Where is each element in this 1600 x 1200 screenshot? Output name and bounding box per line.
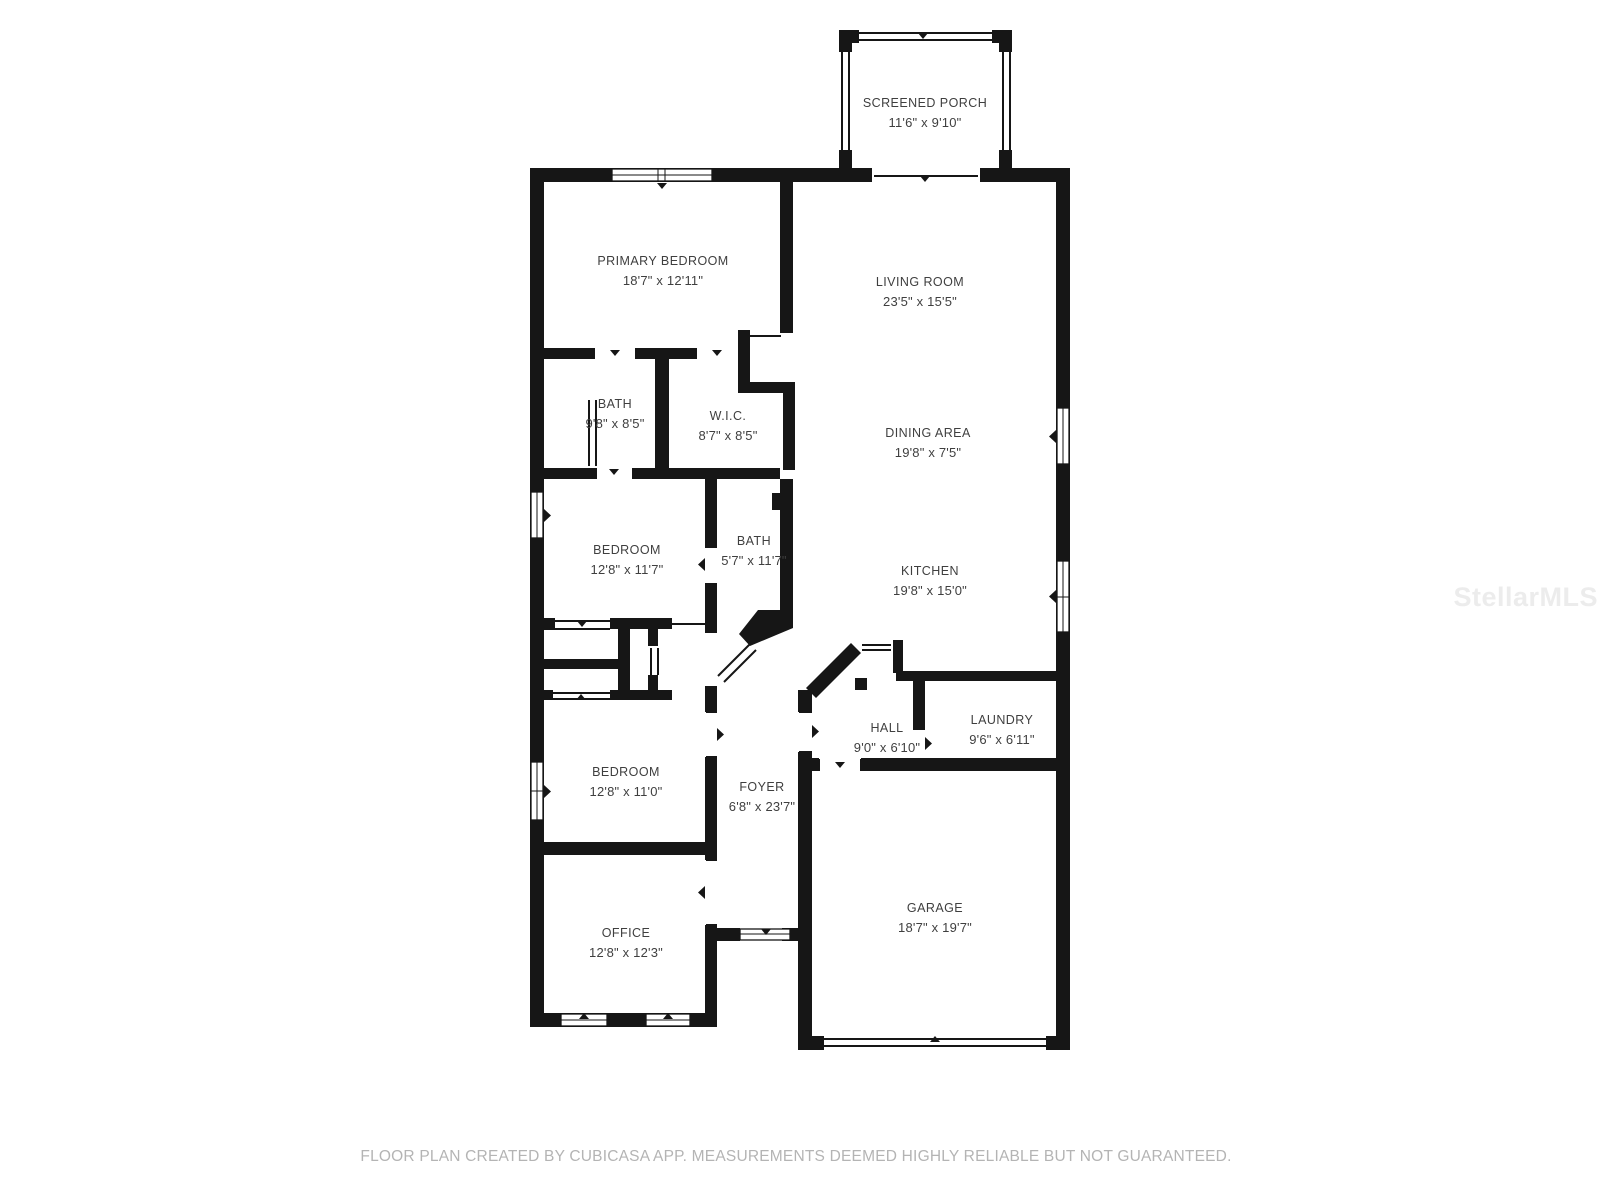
room-label-bedroom-2 <box>591 543 664 577</box>
room-label-bath-2 <box>721 534 787 568</box>
room-dims: 12'8" x 12'3" <box>589 945 663 960</box>
walls-layer <box>530 30 1070 1050</box>
room-label-foyer <box>729 780 795 814</box>
room-name: BATH <box>597 397 633 411</box>
room-name: PRIMARY BEDROOM <box>597 254 729 268</box>
room-label-kitchen <box>893 564 967 598</box>
room-name: SCREENED PORCH <box>862 96 988 110</box>
window <box>612 169 712 181</box>
room-label-office <box>589 926 663 960</box>
room-name: DINING AREA <box>885 426 971 440</box>
window <box>1057 408 1069 464</box>
room-label-screened-porch <box>863 96 987 130</box>
room-dims: 19'8" x 7'5" <box>894 445 962 460</box>
window <box>531 762 543 820</box>
room-dims: 12'8" x 11'0" <box>589 784 663 799</box>
room-dims: 9'6" x 6'11" <box>969 732 1035 747</box>
room-name: LAUNDRY <box>970 713 1034 727</box>
room-name: HALL <box>870 721 904 735</box>
room-dims: 9'0" x 6'10" <box>853 740 921 755</box>
room-name: BEDROOM <box>593 543 661 557</box>
room-label-bath-primary <box>585 397 644 431</box>
room-dims: 12'8" x 11'7" <box>590 562 664 577</box>
room-label-primary-bedroom <box>597 254 728 288</box>
room-dims: 9'8" x 8'5" <box>585 416 645 431</box>
room-label-wic <box>698 409 757 443</box>
room-dims: 18'7" x 12'11" <box>622 273 704 288</box>
room-dims: 18'7" x 19'7" <box>898 920 972 935</box>
room-name: LIVING ROOM <box>875 275 965 289</box>
room-name: W.I.C. <box>709 409 747 423</box>
room-dims: 19'8" x 15'0" <box>893 583 967 598</box>
room-name: GARAGE <box>906 901 964 915</box>
room-dims: 6'8" x 23'7" <box>728 799 796 814</box>
footer-disclaimer: FLOOR PLAN CREATED BY CUBICASA APP. MEASUREMENTS DEEMED HIGHLY RELIABLE BUT NOT GUARANTEED. <box>360 1148 1232 1165</box>
room-dims: 23'5" x 15'5" <box>883 294 957 309</box>
room-label-living-room <box>876 275 964 309</box>
room-label-dining-area <box>885 426 971 460</box>
room-label-bedroom-3 <box>590 765 663 799</box>
room-name: KITCHEN <box>900 564 959 578</box>
room-label-laundry <box>969 713 1035 747</box>
stellar-mls-watermark: StellarMLS <box>1453 582 1598 612</box>
window <box>531 492 543 538</box>
room-label-hall <box>854 721 920 755</box>
room-label-garage <box>898 901 972 935</box>
room-name: FOYER <box>739 780 785 794</box>
room-name: BATH <box>736 534 772 548</box>
room-name: BEDROOM <box>592 765 660 779</box>
linen-closet-door <box>651 648 658 675</box>
room-dims: 11'6" x 9'10" <box>888 115 962 130</box>
room-dims: 8'7" x 8'5" <box>698 428 758 443</box>
room-dims: 5'7" x 11'7" <box>721 553 787 568</box>
window <box>1057 561 1069 632</box>
room-name: OFFICE <box>601 926 651 940</box>
